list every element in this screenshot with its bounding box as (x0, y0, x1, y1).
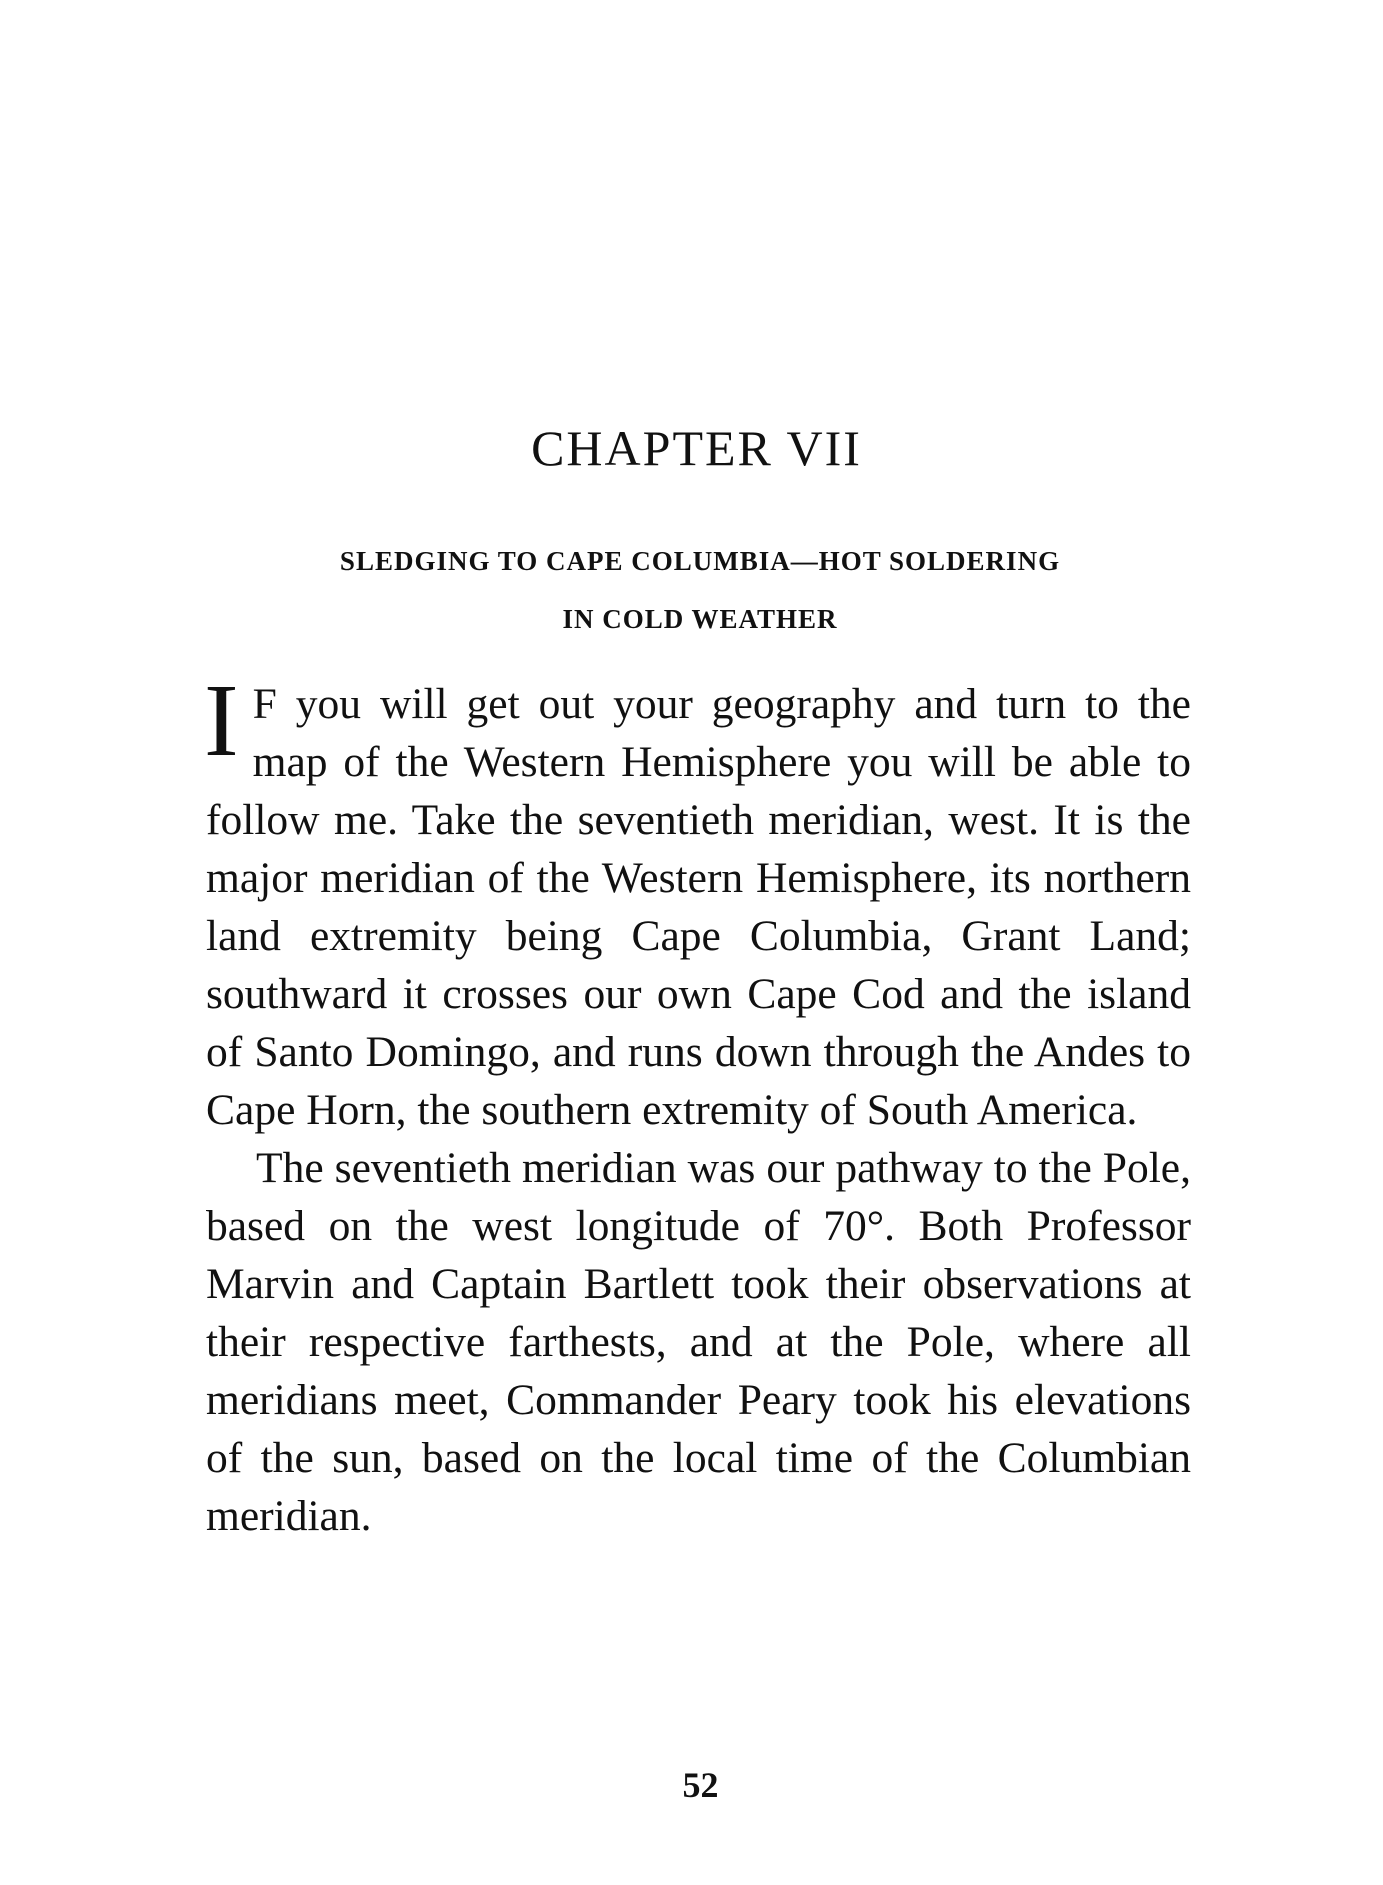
paragraph-2: The seventieth meridian was our pathway to the Pole, based on the west longitude of 70°. Both Professor Marvin and Captain Bartlett took their observations at their respective farthests, and at the Pole, where all meridians meet, Commander Peary took his elevations of the sun, based on the local time of the Columbian meridian. (206, 1144, 1191, 1540)
paragraph-1-text: F you will get out your geography and turn to the map of the Western Hemisphere you will be able to follow me. Take the seventieth meridian, west. It is the major meridian of the Western Hemisphere, its northern land extremity being Cape Columbia, Grant Land; southward it crosses our own Cape Cod and the island of Santo Domingo, and runs down through the Andes to Cape Horn, the southern extremity of South America. (206, 680, 1191, 1134)
drop-cap: I (204, 663, 239, 778)
chapter-subtitle (205, 532, 1195, 648)
chapter-title: CHAPTER VII (531, 420, 862, 476)
chapter-body (204, 663, 1191, 1545)
chapter-subtitle-line-2: IN COLD WEATHER (562, 604, 838, 634)
paragraph-1 (204, 663, 1191, 1139)
page-number: 52 (682, 1765, 719, 1805)
chapter-subtitle-line-1: SLEDGING TO CAPE COLUMBIA—HOT SOLDERING (339, 546, 1061, 576)
